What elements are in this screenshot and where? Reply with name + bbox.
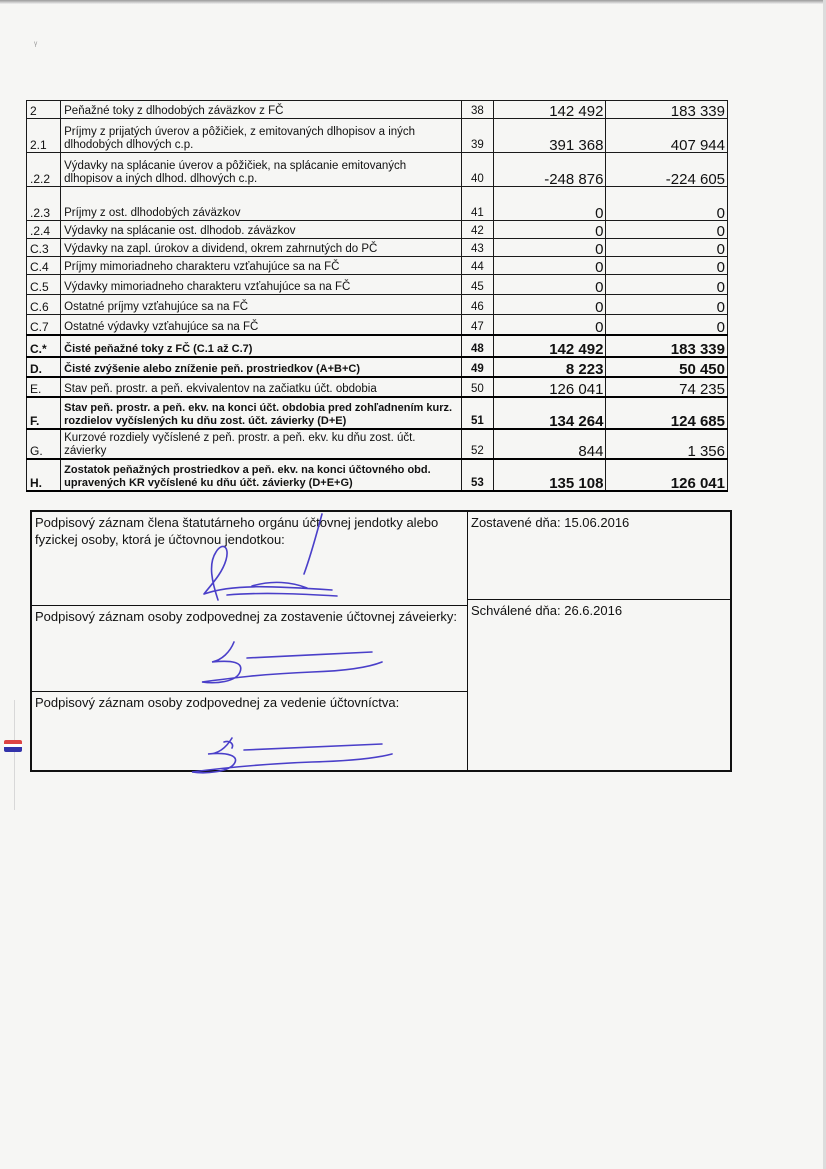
row-description: Stav peň. prostr. a peň. ekv. na konci účt. obdobia pred zohľadnením kurz. rozdielov vyčíslených ku dňu zost. účt. závierky (D+E) [61, 397, 462, 429]
table-row [27, 397, 728, 429]
compiler-signature-label: Podpisový záznam osoby zodpovednej za zostavenie účtovnej záveierky: [35, 609, 458, 624]
table-row [27, 315, 728, 335]
row-description: Výdavky na splácanie úverov a pôžičiek, na splácanie emitovaných dlhopisov a iných dlhod. dlhových c.p. [61, 153, 462, 187]
row-code: H. [27, 459, 61, 491]
previous-period-value: 124 685 [606, 397, 728, 429]
row-description: Stav peň. prostr. a peň. ekvivalentov na začiatku účt. obdobia [61, 377, 462, 397]
row-description: Príjmy mimoriadneho charakteru vzťahujúce sa na FČ [61, 257, 462, 275]
row-number: 39 [461, 119, 493, 153]
row-description: Ostatné výdavky vzťahujúce sa na FČ [61, 315, 462, 335]
table-row [27, 295, 728, 315]
table-row [27, 429, 728, 459]
row-code: C.5 [27, 275, 61, 295]
row-number: 45 [461, 275, 493, 295]
table-row [27, 257, 728, 275]
bookkeeping-signature [182, 732, 402, 782]
current-period-value: 0 [493, 295, 605, 315]
row-number: 48 [461, 335, 493, 357]
prepared-date-cell [468, 512, 730, 600]
current-period-value: 0 [493, 275, 605, 295]
row-code: C.6 [27, 295, 61, 315]
previous-period-value: 50 450 [606, 357, 728, 377]
row-code: C.3 [27, 239, 61, 257]
scan-top-edge [0, 0, 826, 4]
row-description: Výdavky na splácanie ost. dlhodob. záväzkov [61, 221, 462, 239]
table-row [27, 275, 728, 295]
table-row [27, 377, 728, 397]
table-row [27, 101, 728, 119]
previous-period-value: 0 [606, 221, 728, 239]
row-description: Čisté zvýšenie alebo zníženie peň. prostriedkov (A+B+C) [61, 357, 462, 377]
previous-period-value: 407 944 [606, 119, 728, 153]
row-code: F. [27, 397, 61, 429]
row-description: Čisté peňažné toky z FČ (C.1 až C.7) [61, 335, 462, 357]
current-period-value: 142 492 [493, 335, 605, 357]
row-number: 53 [461, 459, 493, 491]
row-code: D. [27, 357, 61, 377]
approved-date-cell [468, 600, 730, 770]
row-code: .2.4 [27, 221, 61, 239]
statutory-signature-label: Podpisový záznam člena štatutárneho orgánu účtovnej jendotky alebo fyzickej osoby, ktorá je účtovnou jendotkou: [35, 515, 439, 547]
current-period-value: 126 041 [493, 377, 605, 397]
previous-period-value: 0 [606, 275, 728, 295]
row-description: Príjmy z ost. dlhodobých záväzkov [61, 187, 462, 221]
previous-period-value: 74 235 [606, 377, 728, 397]
current-period-value: 0 [493, 187, 605, 221]
row-code: .2.3 [27, 187, 61, 221]
row-number: 52 [461, 429, 493, 459]
previous-period-value: 183 339 [606, 101, 728, 119]
prepared-date: Zostavené dňa: 15.06.2016 [471, 515, 630, 530]
row-number: 46 [461, 295, 493, 315]
current-period-value: 0 [493, 221, 605, 239]
current-period-value: 0 [493, 239, 605, 257]
previous-period-value: 126 041 [606, 459, 728, 491]
row-number: 51 [461, 397, 493, 429]
current-period-value: 142 492 [493, 101, 605, 119]
row-code: 2.1 [27, 119, 61, 153]
current-period-value: 135 108 [493, 459, 605, 491]
row-number: 38 [461, 101, 493, 119]
row-number: 43 [461, 239, 493, 257]
table-row [27, 335, 728, 357]
row-number: 40 [461, 153, 493, 187]
table-row [27, 221, 728, 239]
current-period-value: 391 368 [493, 119, 605, 153]
current-period-value: 0 [493, 315, 605, 335]
signature-section [30, 510, 732, 772]
row-description: Príjmy z prijatých úverov a pôžičiek, z emitovaných dlhopisov a iných dlhodobých dlhových c.p. [61, 119, 462, 153]
table-row [27, 187, 728, 221]
previous-period-value: 1 356 [606, 429, 728, 459]
row-code: E. [27, 377, 61, 397]
row-code: 2 [27, 101, 61, 119]
current-period-value: 0 [493, 257, 605, 275]
row-number: 41 [461, 187, 493, 221]
current-period-value: 8 223 [493, 357, 605, 377]
previous-period-value: 183 339 [606, 335, 728, 357]
row-description: Výdavky mimoriadneho charakteru vzťahujúce sa na FČ [61, 275, 462, 295]
row-code: .2.2 [27, 153, 61, 187]
row-number: 47 [461, 315, 493, 335]
compiler-signature [192, 638, 392, 694]
row-code: C.4 [27, 257, 61, 275]
row-number: 44 [461, 257, 493, 275]
cash-flow-table-body [27, 101, 728, 491]
row-number: 50 [461, 377, 493, 397]
statutory-signature [182, 512, 382, 606]
table-row [27, 153, 728, 187]
cash-flow-table [26, 100, 728, 492]
current-period-value: -248 876 [493, 153, 605, 187]
approved-date: Schválené dňa: 26.6.2016 [471, 603, 623, 618]
previous-period-value: -224 605 [606, 153, 728, 187]
row-number: 49 [461, 357, 493, 377]
table-row [27, 239, 728, 257]
row-code: G. [27, 429, 61, 459]
row-description: Peňažné toky z dlhodobých záväzkov z FČ [61, 101, 462, 119]
previous-period-value: 0 [606, 315, 728, 335]
row-description: Zostatok peňažných prostriedkov a peň. ekv. na konci účtovného obd. upravených KR vyčíslené ku dňu účt. závierky (D+E+G) [61, 459, 462, 491]
row-description: Ostatné príjmy vzťahujúce sa na FČ [61, 295, 462, 315]
previous-period-value: 0 [606, 295, 728, 315]
current-period-value: 134 264 [493, 397, 605, 429]
table-row [27, 119, 728, 153]
bookkeeping-signature-label: Podpisový záznam osoby zodpovednej za vedenie účtovníctva: [35, 695, 400, 710]
row-description: Kurzové rozdiely vyčíslené z peň. prostr. a peň. ekv. ku dňu zost. účt. závierky [61, 429, 462, 459]
row-number: 42 [461, 221, 493, 239]
row-code: C.7 [27, 315, 61, 335]
previous-period-value: 0 [606, 187, 728, 221]
previous-period-value: 0 [606, 239, 728, 257]
table-row [27, 357, 728, 377]
previous-period-value: 0 [606, 257, 728, 275]
table-row [27, 459, 728, 491]
margin-mark: ᵞ [34, 40, 38, 51]
current-period-value: 844 [493, 429, 605, 459]
binder-hole-line [14, 700, 15, 810]
row-code: C.* [27, 335, 61, 357]
row-description: Výdavky na zapl. úrokov a dividend, okrem zahrnutých do PČ [61, 239, 462, 257]
binder-tab [4, 740, 22, 752]
